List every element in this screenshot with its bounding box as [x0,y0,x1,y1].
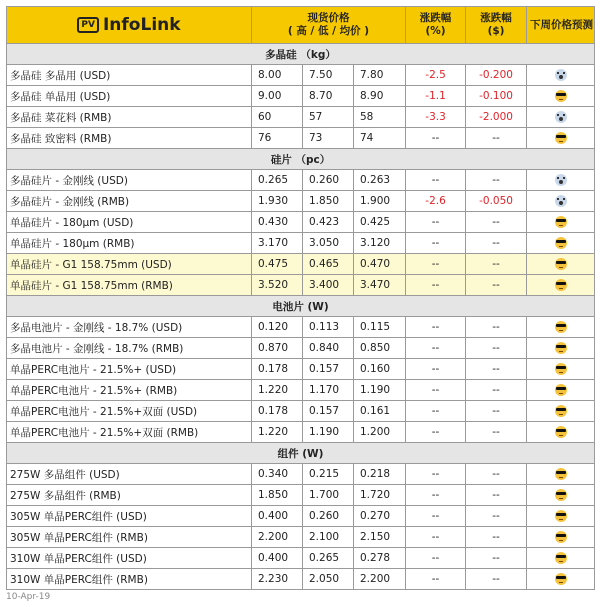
forecast-cell [527,254,595,275]
change-usd-cell: -0.050 [466,191,527,212]
price-high-cell: 2.230 [252,569,303,590]
scream-emoji-icon [555,69,567,81]
change-usd-cell: -- [466,464,527,485]
product-name-cell: 310W 单晶PERC组件 (RMB) [7,569,252,590]
price-low-cell: 1.850 [303,191,354,212]
table-row [7,569,595,590]
sunglasses-emoji-icon [555,405,567,417]
section-header [7,149,595,170]
price-low-cell: 7.50 [303,65,354,86]
change-usd-cell: -- [466,233,527,254]
product-name-cell: 多晶电池片 - 金刚线 - 18.7% (RMB) [7,338,252,359]
change-usd-cell: -- [466,422,527,443]
price-high-cell: 0.265 [252,170,303,191]
section-title: 硅片 （pc） [7,149,595,170]
change-usd-cell: -- [466,170,527,191]
change-pct-cell: -- [406,569,466,590]
price-avg-cell: 58 [354,107,406,128]
price-high-cell: 1.850 [252,485,303,506]
sunglasses-emoji-icon [555,342,567,354]
change-usd-cell: -- [466,275,527,296]
sunglasses-emoji-icon [555,258,567,270]
price-low-cell: 57 [303,107,354,128]
price-low-cell: 0.113 [303,317,354,338]
sunglasses-emoji-icon [555,90,567,102]
price-high-cell: 0.340 [252,464,303,485]
forecast-cell [527,569,595,590]
change-usd-cell: -- [466,401,527,422]
change-pct-cell: -- [406,464,466,485]
product-name-cell: 单晶PERC电池片 - 21.5%+ (USD) [7,359,252,380]
price-high-cell: 0.120 [252,317,303,338]
table-row [7,233,595,254]
change-pct-cell: -- [406,380,466,401]
price-avg-cell: 7.80 [354,65,406,86]
product-name-cell: 多晶硅 菜花料 (RMB) [7,107,252,128]
section-title: 电池片 (W) [7,296,595,317]
price-avg-cell: 0.270 [354,506,406,527]
price-avg-cell: 0.850 [354,338,406,359]
spot-price-subtitle: ( 高 / 低 / 均价 ) [287,25,370,37]
table-row [7,401,595,422]
change-usd-header [466,7,527,44]
forecast-cell [527,527,595,548]
price-avg-cell: 0.470 [354,254,406,275]
change-pct-cell: -- [406,338,466,359]
price-avg-cell: 0.278 [354,548,406,569]
forecast-cell [527,506,595,527]
price-avg-cell: 1.900 [354,191,406,212]
change-pct-cell: -- [406,128,466,149]
change-pct-cell: -- [406,527,466,548]
price-low-cell: 0.260 [303,506,354,527]
table-row [7,317,595,338]
product-name-cell: 单晶PERC电池片 - 21.5%+ (RMB) [7,380,252,401]
price-avg-cell: 1.200 [354,422,406,443]
change-usd-cell: -0.200 [466,65,527,86]
price-low-cell: 2.100 [303,527,354,548]
forecast-cell [527,86,595,107]
price-avg-cell: 8.90 [354,86,406,107]
change-pct-cell: -1.1 [406,86,466,107]
section-header [7,296,595,317]
price-high-cell: 0.400 [252,548,303,569]
forecast-cell [527,359,595,380]
product-name-cell: 305W 单晶PERC组件 (USD) [7,506,252,527]
price-low-cell: 0.157 [303,359,354,380]
sunglasses-emoji-icon [555,384,567,396]
sunglasses-emoji-icon [555,216,567,228]
change-pct-cell: -- [406,422,466,443]
forecast-cell [527,275,595,296]
table-row [7,464,595,485]
scream-emoji-icon [555,174,567,186]
section-header [7,443,595,464]
change-pct-cell: -- [406,506,466,527]
change-pct-cell: -- [406,359,466,380]
change-pct-cell: -- [406,233,466,254]
price-low-cell: 1.190 [303,422,354,443]
change-usd-cell: -- [466,548,527,569]
product-name-cell: 单晶PERC电池片 - 21.5%+双面 (USD) [7,401,252,422]
sunglasses-emoji-icon [555,321,567,333]
table-row [7,359,595,380]
section-title: 多晶硅 （kg） [7,44,595,65]
change-usd-cell: -- [466,380,527,401]
forecast-cell [527,233,595,254]
price-low-cell: 0.260 [303,170,354,191]
change-usd-cell: -0.100 [466,86,527,107]
price-avg-cell: 0.218 [354,464,406,485]
price-high-cell: 60 [252,107,303,128]
product-name-cell: 多晶硅片 - 金刚线 (RMB) [7,191,252,212]
sunglasses-emoji-icon [555,279,567,291]
change-usd-cell: -- [466,254,527,275]
price-avg-cell: 3.470 [354,275,406,296]
price-low-cell: 73 [303,128,354,149]
table-body [7,44,595,590]
price-high-cell: 8.00 [252,65,303,86]
change-usd-cell: -- [466,506,527,527]
change-usd-cell: -- [466,527,527,548]
price-high-cell: 1.220 [252,422,303,443]
section-header [7,44,595,65]
product-name-cell: 多晶电池片 - 金刚线 - 18.7% (USD) [7,317,252,338]
forecast-header: 下周价格预测 [527,7,595,44]
product-name-cell: 305W 单晶PERC组件 (RMB) [7,527,252,548]
forecast-cell [527,128,595,149]
section-title: 组件 (W) [7,443,595,464]
spot-price-title: 现货价格 [307,12,350,24]
price-avg-cell: 0.425 [354,212,406,233]
change-usd-cell: -- [466,485,527,506]
change-usd-cell: -2.000 [466,107,527,128]
change-usd-cell: -- [466,128,527,149]
sunglasses-emoji-icon [555,510,567,522]
price-low-cell: 3.050 [303,233,354,254]
change-pct-cell: -- [406,485,466,506]
sunglasses-emoji-icon [555,426,567,438]
change-usd-cell: -- [466,317,527,338]
forecast-cell [527,170,595,191]
table-row [7,128,595,149]
sunglasses-emoji-icon [555,573,567,585]
sunglasses-emoji-icon [555,468,567,480]
product-name-cell: 单晶PERC电池片 - 21.5%+双面 (RMB) [7,422,252,443]
price-low-cell: 0.265 [303,548,354,569]
spot-price-header [252,7,406,44]
table-row [7,275,595,296]
price-table [6,6,595,590]
change-pct-cell: -- [406,548,466,569]
price-high-cell: 0.475 [252,254,303,275]
forecast-cell [527,464,595,485]
product-name-cell: 多晶硅片 - 金刚线 (USD) [7,170,252,191]
change-pct-cell: -- [406,401,466,422]
change-pct-title: 涨跌幅 [419,12,452,24]
table-row [7,527,595,548]
forecast-cell [527,212,595,233]
price-low-cell: 0.465 [303,254,354,275]
change-usd-cell: -- [466,569,527,590]
price-low-cell: 3.400 [303,275,354,296]
table-row [7,65,595,86]
change-pct-cell: -- [406,275,466,296]
price-high-cell: 9.00 [252,86,303,107]
price-avg-cell: 0.160 [354,359,406,380]
product-name-cell: 275W 多晶组件 (USD) [7,464,252,485]
product-name-cell: 单晶硅片 - G1 158.75mm (RMB) [7,275,252,296]
product-name-cell: 单晶硅片 - G1 158.75mm (USD) [7,254,252,275]
forecast-cell [527,401,595,422]
sunglasses-emoji-icon [555,489,567,501]
price-avg-cell: 2.150 [354,527,406,548]
price-high-cell: 0.400 [252,506,303,527]
price-avg-cell: 3.120 [354,233,406,254]
change-usd-cell: -- [466,359,527,380]
price-low-cell: 1.700 [303,485,354,506]
change-usd-title: 涨跌幅 [480,12,512,24]
report-date: 10-Apr-19 [6,592,51,602]
price-low-cell: 1.170 [303,380,354,401]
change-pct-cell: -3.3 [406,107,466,128]
sunglasses-emoji-icon [555,363,567,375]
change-pct-header [406,7,466,44]
logo [7,7,252,44]
price-low-cell: 2.050 [303,569,354,590]
price-avg-cell: 1.720 [354,485,406,506]
price-high-cell: 1.930 [252,191,303,212]
table-row [7,170,595,191]
price-avg-cell: 0.115 [354,317,406,338]
scream-emoji-icon [555,111,567,123]
product-name-cell: 275W 多晶组件 (RMB) [7,485,252,506]
price-low-cell: 8.70 [303,86,354,107]
price-low-cell: 0.157 [303,401,354,422]
sunglasses-emoji-icon [555,531,567,543]
logo-text: InfoLink [102,14,181,35]
forecast-cell [527,380,595,401]
price-high-cell: 3.170 [252,233,303,254]
sunglasses-emoji-icon [555,132,567,144]
change-pct-unit: (%) [425,25,446,37]
change-pct-cell: -2.5 [406,65,466,86]
table-row [7,191,595,212]
change-pct-cell: -- [406,170,466,191]
price-low-cell: 0.840 [303,338,354,359]
forecast-cell [527,485,595,506]
table-row [7,107,595,128]
price-avg-cell: 74 [354,128,406,149]
price-high-cell: 0.178 [252,359,303,380]
price-high-cell: 76 [252,128,303,149]
logo-badge: PV [77,17,99,33]
change-pct-cell: -2.6 [406,191,466,212]
change-usd-unit: ($) [487,25,505,37]
price-avg-cell: 2.200 [354,569,406,590]
price-high-cell: 0.178 [252,401,303,422]
price-high-cell: 2.200 [252,527,303,548]
change-pct-cell: -- [406,317,466,338]
product-name-cell: 多晶硅 致密料 (RMB) [7,128,252,149]
table-row [7,506,595,527]
product-name-cell: 310W 单晶PERC组件 (USD) [7,548,252,569]
change-pct-cell: -- [406,254,466,275]
table-row [7,422,595,443]
product-name-cell: 多晶硅 单晶用 (USD) [7,86,252,107]
price-low-cell: 0.215 [303,464,354,485]
table-row [7,380,595,401]
product-name-cell: 单晶硅片 - 180µm (RMB) [7,233,252,254]
price-avg-cell: 0.263 [354,170,406,191]
forecast-cell [527,317,595,338]
price-high-cell: 1.220 [252,380,303,401]
sunglasses-emoji-icon [555,237,567,249]
sunglasses-emoji-icon [555,552,567,564]
forecast-cell [527,191,595,212]
price-high-cell: 3.520 [252,275,303,296]
table-row [7,212,595,233]
price-high-cell: 0.870 [252,338,303,359]
change-pct-cell: -- [406,212,466,233]
table-row [7,254,595,275]
table-row [7,485,595,506]
table-row [7,548,595,569]
change-usd-cell: -- [466,212,527,233]
scream-emoji-icon [555,195,567,207]
change-usd-cell: -- [466,338,527,359]
forecast-cell [527,548,595,569]
product-name-cell: 多晶硅 多晶用 (USD) [7,65,252,86]
table-row [7,86,595,107]
forecast-cell [527,65,595,86]
table-row [7,338,595,359]
forecast-cell [527,338,595,359]
price-low-cell: 0.423 [303,212,354,233]
forecast-cell [527,422,595,443]
price-avg-cell: 0.161 [354,401,406,422]
forecast-cell [527,107,595,128]
table-header [7,7,595,44]
product-name-cell: 单晶硅片 - 180µm (USD) [7,212,252,233]
price-avg-cell: 1.190 [354,380,406,401]
price-high-cell: 0.430 [252,212,303,233]
